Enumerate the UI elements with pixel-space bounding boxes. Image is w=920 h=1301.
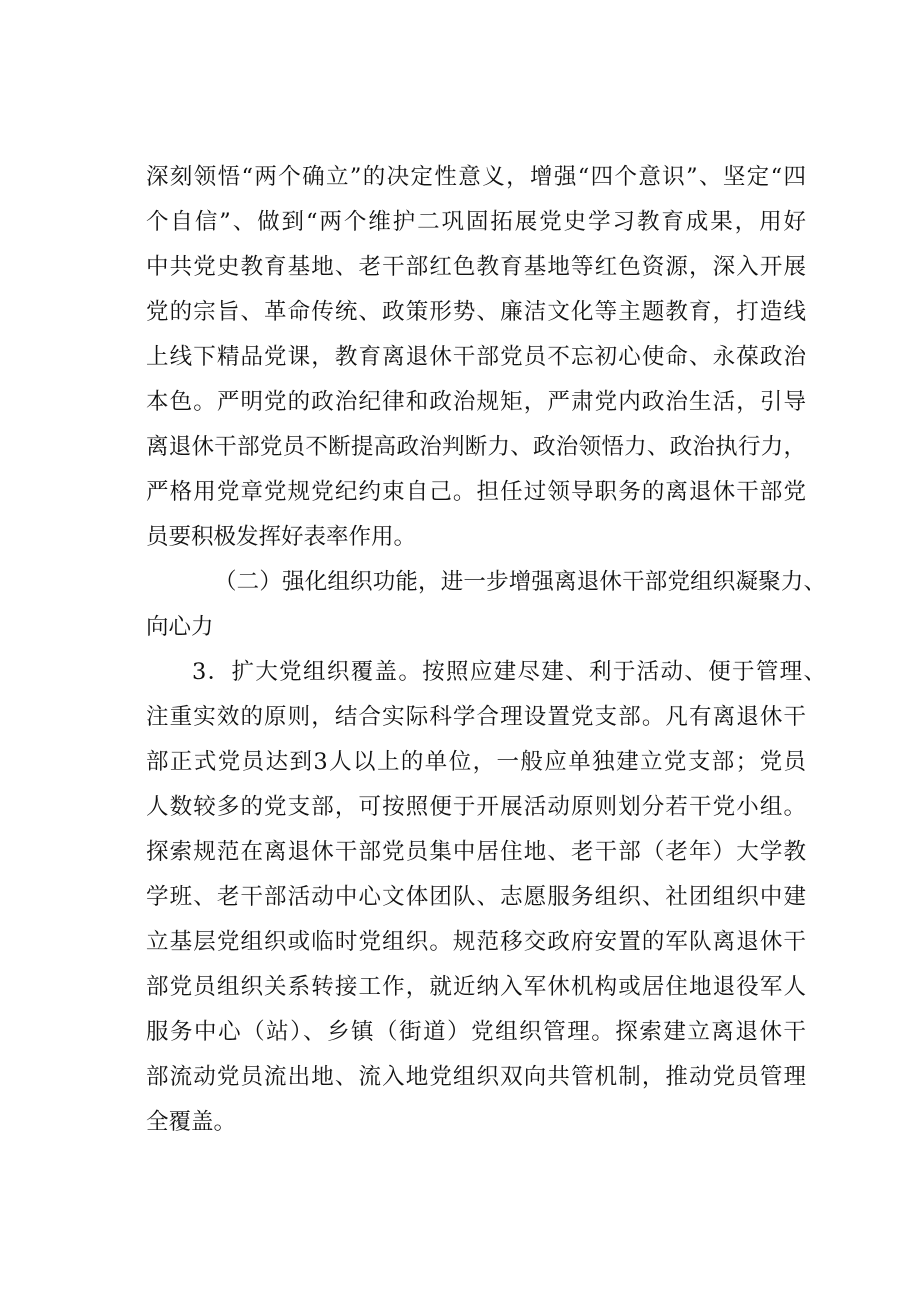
paragraph-3-line-5: 探索规范在离退休干部党员集中居住地、老干部（老年）大学教	[146, 839, 806, 865]
paragraph-3-line-4: 人数较多的党支部，可按照便于开展活动原则划分若干党小组。	[146, 794, 806, 820]
paragraph-1-line-1: 深刻领悟“两个确立”的决定性意义，增强“四个意识”、坚定“四	[146, 164, 806, 190]
section-heading-line-1: （二）强化组织功能，进一步增强离退休干部党组织凝聚力、	[214, 569, 826, 595]
paragraph-3-line-10: 部流动党员流出地、流入地党组织双向共管机制，推动党员管理	[146, 1064, 806, 1090]
section-heading-line-2: 向心力	[146, 614, 214, 640]
paragraph-1-line-8: 严格用党章党规党纪约束自己。担任过领导职务的离退休干部党	[146, 479, 806, 505]
paragraph-3-line-1: 3．扩大党组织覆盖。按照应建尽建、利于活动、便于管理、	[192, 659, 826, 685]
paragraph-3-line-3: 部正式党员达到3人以上的单位，一般应单独建立党支部；党员	[146, 749, 806, 775]
paragraph-3-line-7: 立基层党组织或临时党组织。规范移交政府安置的军队离退休干	[146, 929, 806, 955]
paragraph-1-line-9: 员要积极发挥好表率作用。	[146, 524, 417, 550]
paragraph-3-line-9: 服务中心（站）、乡镇（街道）党组织管理。探索建立离退休干	[146, 1019, 806, 1045]
paragraph-1-line-4: 党的宗旨、革命传统、政策形势、廉洁文化等主题教育，打造线	[146, 299, 806, 325]
paragraph-3-line-2: 注重实效的原则，结合实际科学合理设置党支部。凡有离退休干	[146, 704, 806, 730]
paragraph-1-line-6: 本色。严明党的政治纪律和政治规矩，严肃党内政治生活，引导	[146, 389, 806, 415]
paragraph-1-line-7: 离退休干部党员不断提高政治判断力、政治领悟力、政治执行力，	[146, 434, 806, 460]
paragraph-1-line-5: 上线下精品党课，教育离退休干部党员不忘初心使命、永葆政治	[146, 344, 806, 370]
paragraph-3-line-8: 部党员组织关系转接工作，就近纳入军休机构或居住地退役军人	[146, 974, 806, 1000]
paragraph-3-line-6: 学班、老干部活动中心文体团队、志愿服务组织、社团组织中建	[146, 884, 806, 910]
paragraph-1-line-2: 个自信”、做到“两个维护二巩固拓展党史学习教育成果，用好	[146, 209, 806, 235]
paragraph-1-line-3: 中共党史教育基地、老干部红色教育基地等红色资源，深入开展	[146, 254, 806, 280]
paragraph-3-line-11: 全覆盖。	[146, 1109, 237, 1135]
